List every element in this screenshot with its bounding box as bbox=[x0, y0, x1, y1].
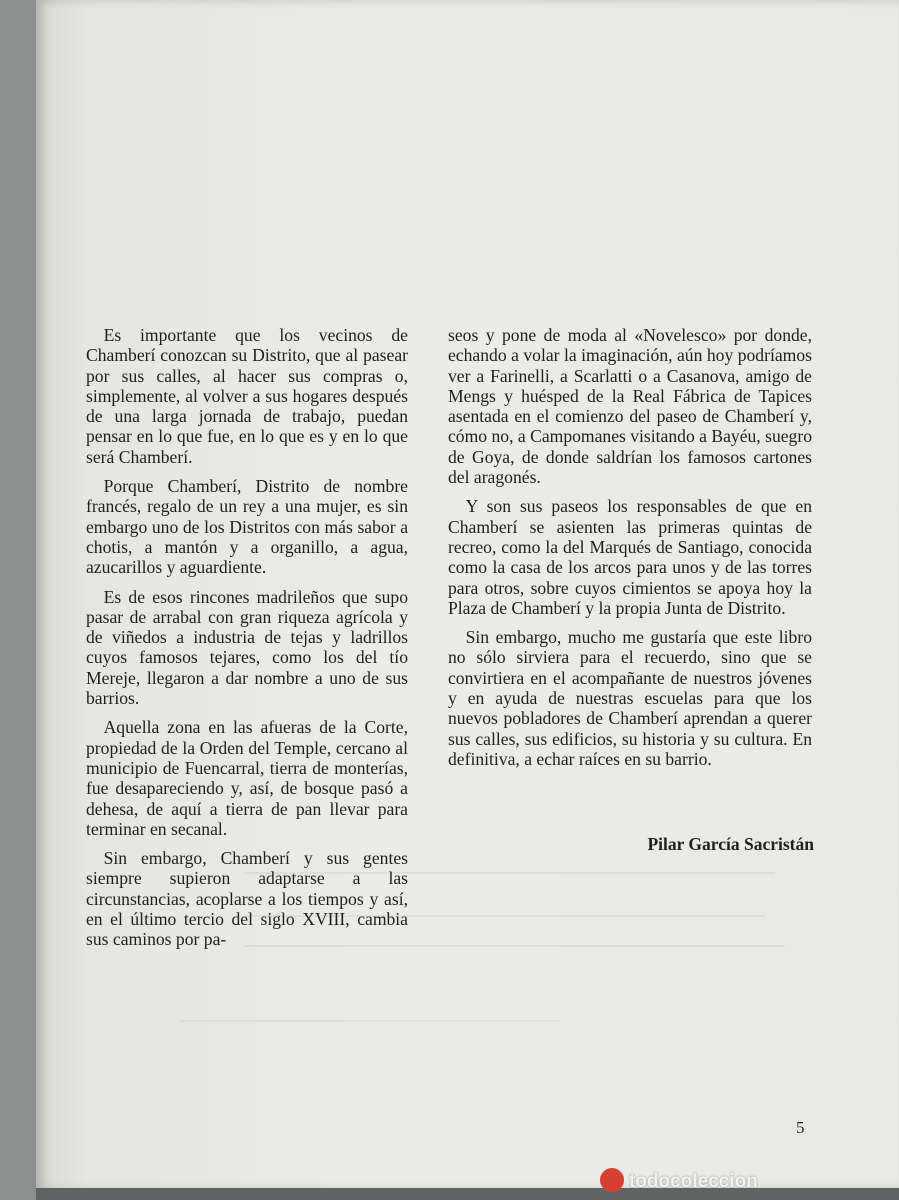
paragraph: Aquella zona en las afueras de la Corte, propiedad de la Orden del Temple, cercano al municipio de Fuencarral, tierra de monterías, fue desapareciendo y, así, de bosque pasó a dehesa, de aquí a tierra de pan llevar para terminar en secanal. bbox=[86, 717, 408, 839]
watermark bbox=[600, 1168, 758, 1193]
author-signature: Pilar García Sacristán bbox=[647, 834, 814, 854]
watermark-logo-icon bbox=[600, 1168, 624, 1192]
left-text-column bbox=[86, 325, 408, 959]
page-bottom-edge bbox=[36, 1188, 899, 1200]
page-number: 5 bbox=[796, 1118, 805, 1137]
paragraph: Sin embargo, Chamberí y sus gentes siempre supieron adaptarse a las circunstancias, acoplarse a los tiempos y así, en el último tercio del siglo XVIII, cambia sus caminos por pa- bbox=[86, 848, 408, 950]
paragraph: Porque Chamberí, Distrito de nombre francés, regalo de un rey a una mujer, es sin embargo uno de los Distritos con más sabor a chotis, a mantón y a organillo, a agua, azucarillos y aguardiente. bbox=[86, 476, 408, 578]
paragraph: Es importante que los vecinos de Chamberí conozcan su Distrito, que al pasear por sus calles, al hacer sus compras o, simplemente, al volver a sus hogares después de una larga jornada de trabajo, puedan pensar en lo que fue, en lo que es y en lo que será Chamberí. bbox=[86, 325, 408, 467]
paragraph: Sin embargo, mucho me gustaría que este libro no sólo sirviera para el recuerdo, sino que se convirtiera en el acompañante de nuestros jóvenes y en ayuda de nuestras escuelas para que los nuevos pobladores de Chamberí aprendan a querer sus calles, sus edificios, su historia y su cultura. En definitiva, a echar raíces en su barrio. bbox=[448, 627, 812, 769]
paragraph: Es de esos rincones madrileños que supo pasar de arrabal con gran riqueza agrícola y de viñedos a industria de tejas y ladrillos cuyos famosos tejares, como los del tío Mereje, llegaron a dar nombre a uno de sus barrios. bbox=[86, 586, 408, 709]
paragraph: seos y pone de moda al «Novelesco» por donde, echando a volar la imaginación, aún hoy podríamos ver a Farinelli, a Scarlatti o a Casanova, amigo de Mengs y huésped de la Real Fábrica de Tapices asentada en el comienzo del paseo de Chamberí y, cómo no, a Campomanes visitando a Bayéu, suegro de Goya, de donde saldrían los famosos cartones del aragonés. bbox=[448, 325, 813, 488]
show-through-line bbox=[180, 1020, 560, 1022]
watermark-text: todocoleccion bbox=[629, 1171, 758, 1192]
right-text-column bbox=[448, 325, 812, 778]
paragraph: Y son sus paseos los responsables de que en Chamberí se asienten las primeras quintas de recreo, como la del Marqués de Santiago, conocida como la casa de los arcos para unos y de las torres para otros, sobre cuyos cimientos se apoya hoy la Plaza de Chamberí y la propia Junta de Distrito. bbox=[448, 496, 812, 618]
